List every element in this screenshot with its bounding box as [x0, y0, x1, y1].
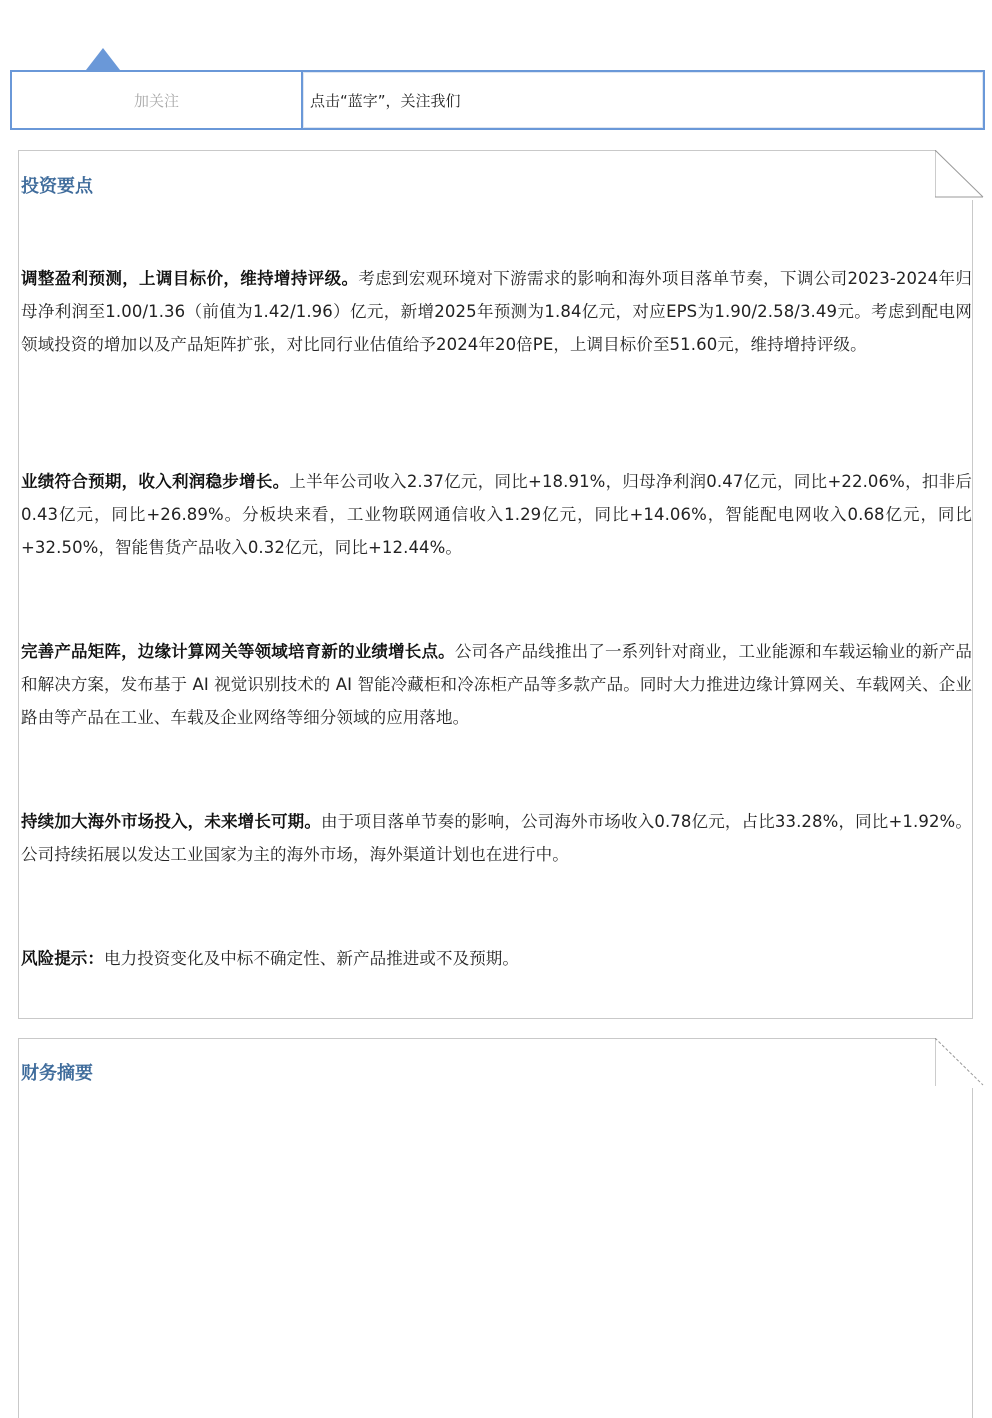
paragraph-body: 电力投资变化及中标不确定性、新产品推进或不及预期。 [104, 949, 519, 968]
paragraph-lead: 调整盈利预测，上调目标价，维持增持评级。 [21, 269, 359, 288]
paragraph-body: 由于项目落单节奏的影响，公司海外市场收入0.78亿元，占比33.28%，同比+1.92%。公司持续拓展以发达工业国家为主的海外市场，海外渠道计划也在进行中。 [21, 812, 972, 864]
section-title: 财务摘要 [21, 1063, 93, 1084]
follow-prompt [303, 72, 983, 128]
paragraph-product-matrix [21, 635, 972, 734]
follow-pointer-arrow [86, 48, 120, 70]
paragraph-risk-warning [21, 942, 972, 975]
page-fold-corner-icon [935, 1038, 985, 1088]
follow-button-label: 加关注 [133, 91, 179, 110]
paragraph-body: 考虑到宏观环境对下游需求的影响和海外项目落单节奏，下调公司2023-2024年归母净利润至1.00/1.36（前值为1.42/1.96）亿元，新增2025年预测为1.84亿元，对应EPS为1.90/2.58/3.49元。考虑到配电网领域投资的增加以及产品矩阵扩张，对比同行业估值给予2024年20倍PE，上调目标价至51.60元，维持增持评级。 [21, 269, 973, 354]
follow-bar [10, 70, 985, 130]
paragraph-lead: 风险提示： [21, 949, 104, 968]
paragraph-lead: 完善产品矩阵，边缘计算网关等领域培育新的业绩增长点。 [21, 642, 455, 661]
page-fold-corner-icon [935, 150, 985, 200]
paragraph-earnings-forecast [21, 262, 972, 361]
paragraph-performance [21, 465, 972, 564]
paragraph-body: 上半年公司收入2.37亿元，同比+18.91%，归母净利润0.47亿元，同比+22.06%，扣非后0.43亿元，同比+26.89%。分板块来看，工业物联网通信收入1.29亿元，同比+14.06%，智能配电网收入0.68亿元，同比+32.50%，智能售货产品收入0.32亿元，同比+12.44%。 [21, 472, 972, 557]
paragraph-body: 公司各产品线推出了一系列针对商业，工业能源和车载运输业的新产品和解决方案，发布基于 AI 视觉识别技术的 AI 智能冷藏柜和冷冻柜产品等多款产品。同时大力推进边缘计算网关、车载网关、企业路由等产品在工业、车载及企业网络等细分领域的应用落地。 [21, 642, 972, 727]
follow-button[interactable] [12, 72, 303, 128]
follow-prompt-text: 点击“蓝字”，关注我们 [310, 91, 461, 110]
paragraph-lead: 持续加大海外市场投入，未来增长可期。 [21, 812, 322, 831]
section-title: 投资要点 [21, 176, 93, 197]
financial-summary-section [18, 1038, 973, 1418]
paragraph-lead: 业绩符合预期，收入利润稳步增长。 [21, 472, 290, 491]
paragraph-overseas-market [21, 805, 972, 871]
investment-highlights-section [18, 150, 973, 1019]
